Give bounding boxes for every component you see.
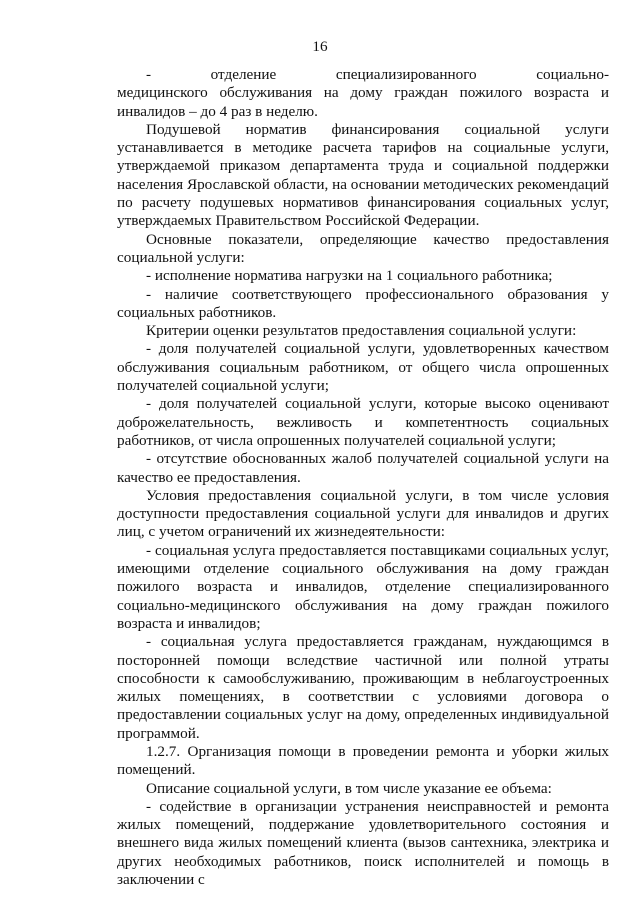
paragraph-6: Критерии оценки результатов предоставления социальной услуги: [146,322,577,340]
paragraph-10: Условия предоставления социальной услуги, в том числе условия доступности предоставления социальной услуги для инвалидов и других лиц, с учетом ограничений их жизнедеятельности: [117,486,609,541]
paragraph-5: - наличие соответствующего профессионального образования у социальных работников. [117,285,609,321]
paragraph-12: - социальная услуга предоставляется гражданам, нуждающимся в посторонней помощи вследствие частичной или полной утраты способности к самообслуживанию, проживающим в неблагоустроенных жилых помещениях, в соответствии с условиями договора о предоставлении социальных услуг на дому, определенных индивидуальной программой. [117,633,609,742]
paragraph-3: Основные показатели, определяющие качество предоставления социальной услуги: [117,230,609,266]
paragraph-13: 1.2.7. Организация помощи в проведении ремонта и уборки жилых помещений. [117,742,609,779]
page-number: 16 [312,38,328,55]
paragraph-15: - содействие в организации устранения неисправностей и ремонта жилых помещений, поддержание удовлетворительного состояния и внешнего вида жилых помещений клиента (вызов сантехника, электрика и других необходимых работников, поиск исполнителей и помощь в заключении с [117,797,609,889]
paragraph-11: - социальная услуга предоставляется поставщиками социальных услуг, имеющими отделение социального обслуживания на дому граждан пожилого возраста и инвалидов, отделение специализированного социально-медицинского обслуживания на дому граждан пожилого возраста и инвалидов; [117,541,609,632]
document-body [117,66,609,889]
paragraph-9: - отсутствие обоснованных жалоб получателей социальной услуги на качество ее предоставления. [117,450,609,486]
paragraph-2: Подушевой норматив финансирования социальной услуги устанавливается в методике расчета тарифов на социальные услуги, утверждаемой приказом департамента труда и социальной поддержки населения Ярославской области, на основании методических рекомендаций по расчету подушевых нормативов финансирования социальных услуг, утверждаемых Правительством Российской Федерации. [117,120,609,230]
paragraph-7: - доля получателей социальной услуги, удовлетворенных качеством обслуживания социальным работником, от общего числа опрошенных получателей социальной услуги; [117,340,609,395]
paragraph-1: - отделение специализированного социально-медицинского обслуживания на дому граждан пожилого возраста и инвалидов – до 4 раз в неделю. [117,66,609,120]
paragraph-4: - исполнение норматива нагрузки на 1 социального работника; [146,267,553,285]
paragraph-8: - доля получателей социальной услуги, которые высоко оценивают доброжелательность, вежливость и компетентность социальных работников, от числа опрошенных получателей социальной услуги; [117,395,609,449]
paragraph-14: Описание социальной услуги, в том числе указание ее объема: [146,779,552,797]
